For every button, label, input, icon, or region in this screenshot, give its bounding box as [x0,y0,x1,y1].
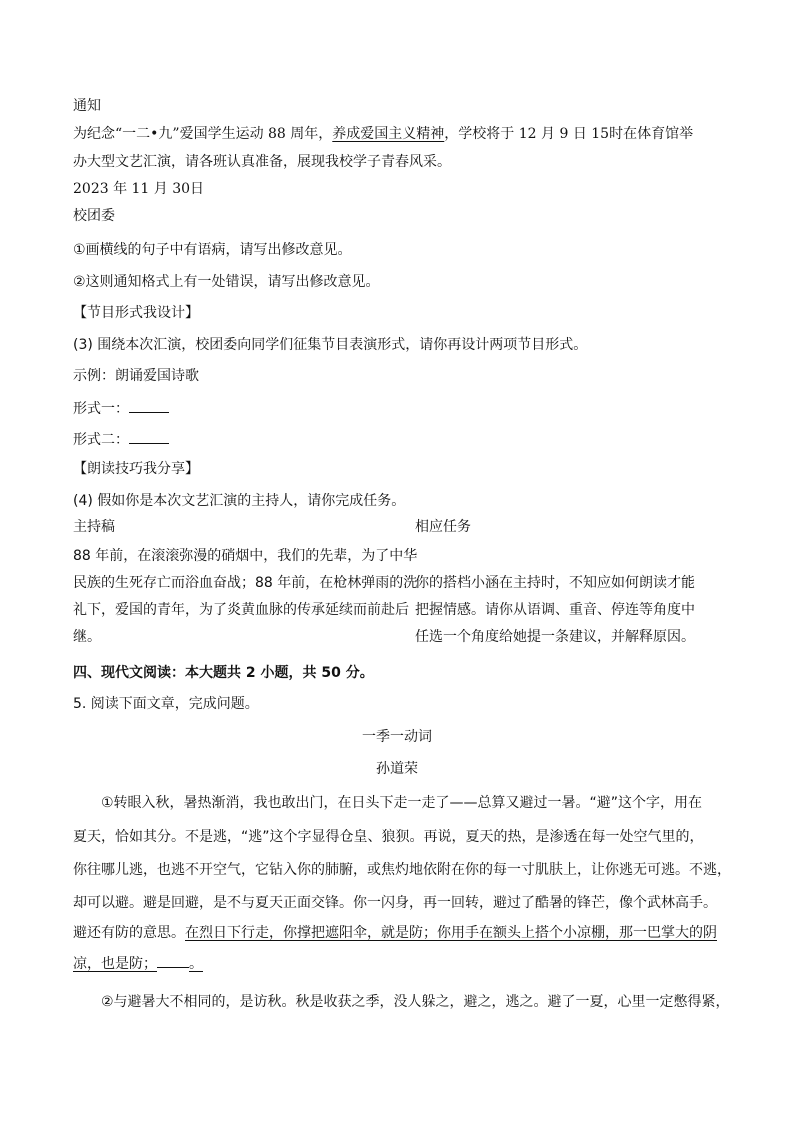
article-line: ②与避暑大不相同的，是访秋。秋是收获之季，没人躲之，避之，逃之。避了一夏，心里一定憋得紧， [101,994,730,1010]
question-1: ①画横线的句子中有语病，请写出修改意见。 [73,242,352,258]
script-line: 继。 [73,629,101,645]
script-line: 88 年前，在滚滚弥漫的硝烟中，我们的先辈，为了中华 [73,548,418,564]
article-title: 一季一动词 [362,729,432,745]
question-5: 5. 阅读下面文章，完成问题。 [73,696,259,712]
answer-blank[interactable] [129,429,169,444]
question-4: (4) 假如你是本次文艺汇演的主持人，请你完成任务。 [73,493,406,509]
section-reading-heading: 【朗读技巧我分享】 [73,461,199,477]
section-4-heading: 四、现代文阅读：本大题共 2 小题，共 50 分。 [73,665,374,681]
article-line: 却可以避。避是回避，是不与夏天正面交锋。你一闪身，再一回转，避过了酷暑的锋芒，像个武林高手。 [73,895,717,911]
form-1-line [73,398,169,419]
example-line: 示例：朗诵爱国诗歌 [73,368,199,384]
form-1-label: 形式一： [73,401,129,417]
question-3: (3) 围绕本次汇演，校团委向同学们征集节目表演形式，请你再设计两项节目形式。 [73,337,588,353]
article-text: 避还有防的意思。 [73,925,185,941]
article-line: ①转眼入秋，暑热渐消，我也敢出门，在日头下走一走了——总算又避过一暑。“避”这个字，用在 [101,795,703,811]
notice-title: 通知 [73,98,101,114]
script-line: 民族的生死存亡而浴血奋战；88 年前，在枪林弹雨的洗 [73,575,418,591]
form-2-label: 形式二： [73,432,129,448]
task-line: 任选一个角度给她提一条建议，并解释原因。 [415,629,695,645]
notice-line-1 [73,124,693,144]
article-line: 夏天，恰如其分。不是逃，“逃”这个字显得仓皇、狼狈。再说，夏天的热，是渗透在每一处空气里的， [73,829,704,845]
underlined-sentence: 凉，也是防； [73,956,157,972]
form-2-line [73,429,169,450]
answer-blank[interactable] [129,398,169,413]
article-text: 。 [189,956,203,972]
notice-date: 2023 年 11 月 30日 [73,181,205,197]
underlined-sentence: 养成爱国主义精神 [332,126,445,142]
underlined-sentence: 在烈日下行走，你撑把遮阳伞，就是防；你用手在额头上搭个小凉棚，那一巴掌大的阴 [185,925,717,941]
section-design-heading: 【节目形式我设计】 [73,305,199,321]
notice-signer: 校团委 [73,208,115,224]
article-line [73,953,728,974]
table-header-script: 主持稿 [73,519,115,535]
task-line: 把握情感。请你从语调、重音、停连等角度中 [415,602,695,618]
article-line: 你往哪儿逃，也逃不开空气，它钻入你的肺腑，或焦灼地依附在你的每一寸肌肤上，让你逃无可逃。不逃， [73,862,731,878]
article-author: 孙道荣 [376,761,418,777]
table-header-task: 相应任务 [415,519,471,535]
task-line: 你的搭档小涵在主持时，不知应如何朗读才能 [415,575,695,591]
notice-line-2: 办大型文艺汇演，请各班认真准备，展现我校学子青春风采。 [73,154,451,170]
notice-text: ，学校将于 12 月 9 日 15时在体育馆举 [444,126,694,142]
notice-text: 为纪念“一二•九”爱国学生运动 88 周年， [73,126,333,142]
question-2: ②这则通知格式上有一处错误，请写出修改意见。 [73,274,380,290]
script-line: 礼下，爱国的青年，为了炎黄血脉的传承延续而前赴后 [73,602,409,618]
article-line [73,923,728,943]
answer-blank[interactable] [157,953,189,968]
